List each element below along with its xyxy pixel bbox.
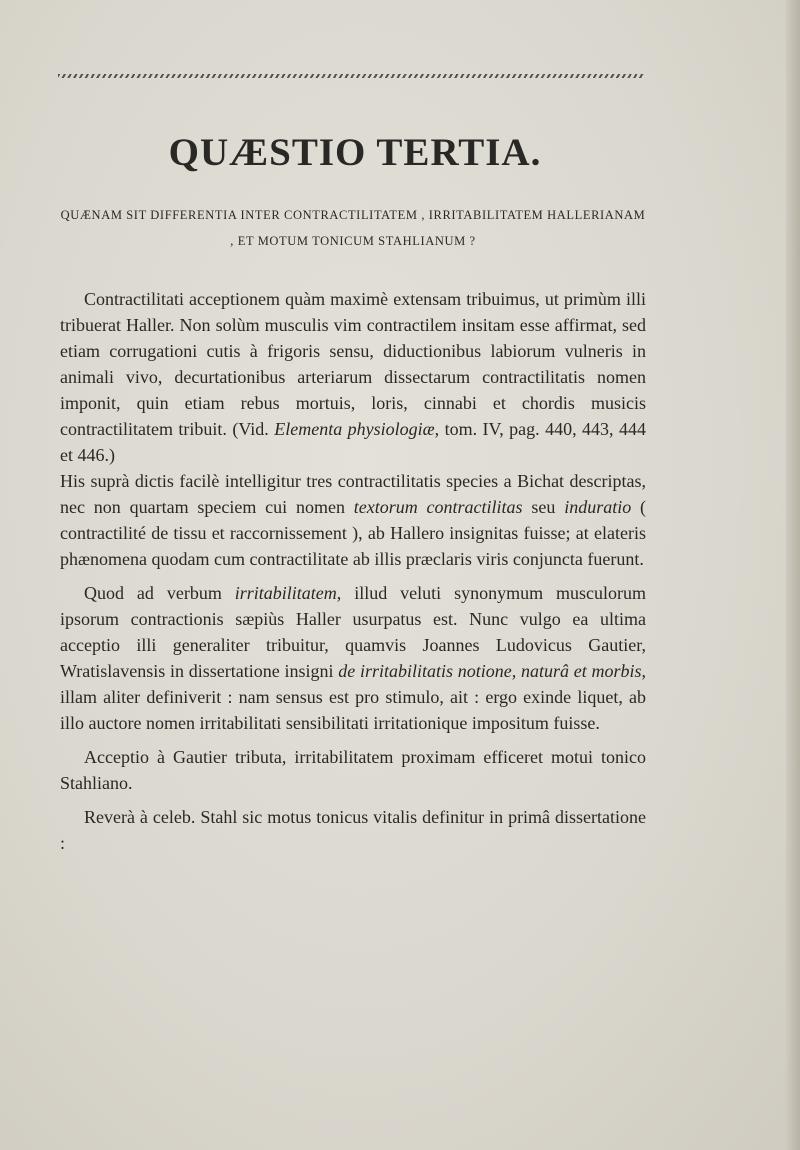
paragraph-2-text-a: His suprà dictis facilè intelligitur tres contractilitatis species a Bichat descriptas, nec non quartam speciem cui nomen: [60, 471, 646, 517]
paragraph-2-italic-1: textorum contractilitas: [353, 497, 523, 517]
page-edge-shadow: [786, 0, 800, 1150]
paragraph-2-italic-2: induratio: [564, 497, 632, 517]
paragraph-2-text-b: seu: [531, 497, 556, 517]
page-subtitle: QUÆNAM SIT DIFFERENTIA INTER CONTRACTILITATEM , IRRITABILITATEM HALLERIANAM , ET MOTUM TONICUM STAHLIANUM ?: [60, 208, 646, 248]
paragraph-2-text-c: ( contractilité de tissu et raccornissement ), ab Hallero insignitas fuisse; at elateris phænomena quodam cum contractilitate ab illis præclaris viris conjuncta fuerunt.: [60, 497, 647, 569]
paragraph-3-italic-2: de irritabilitatis notione, naturâ et morbis: [338, 661, 642, 681]
paragraph-2: [60, 468, 646, 572]
paragraph-1-italic: Elementa physiologiæ: [274, 419, 435, 439]
paragraph-1: [60, 286, 646, 468]
page-title: QUÆSTIO TERTIA.: [168, 131, 542, 174]
paragraph-3: [60, 580, 646, 736]
body-text: [60, 286, 646, 864]
paragraph-3-text-a: Quod ad verbum: [84, 583, 222, 603]
paragraph-3-text-b: , illud veluti synonymum musculorum ipsorum contractionis sæpiùs Haller usurpatus est. Nunc vulgo ea ultima acceptio illi generaliter tribuitur, quamvis Joannes Ludovicus Gautier, Wratislavensis in dissertatione insigni: [60, 583, 647, 681]
paragraph-3-italic-1: irritabilitatem: [234, 583, 337, 603]
paragraph-5: Reverà à celeb. Stahl sic motus tonicus vitalis definitur in primâ dissertatione :: [60, 807, 646, 853]
paragraph-1-text: Contractilitati acceptionem quàm maximè extensam tribuimus, ut primùm illi tribuerat Haller. Non solùm musculis vim contractilem insitam esse affirmat, sed etiam corrugationi cutis à frigoris sensu, diductionibus labiorum vulneris in animali vivo, decurtationibus arteriarum dissectarum contractilitatis nomen imponit, quin etiam rebus mortuis, loris, cinnabi et chordis musicis contractilitatem tribuit. (Vid.: [60, 289, 646, 439]
paragraph-3-text-c: , illam aliter definiverit : nam sensus est pro stimulo, ait : ergo exinde liquet, ab illo auctore nomen irritabilitati sensibilitati irritationique impositum fuisse.: [60, 661, 646, 733]
paragraph-4: Acceptio à Gautier tributa, irritabilitatem proximam efficeret motui tonico Stahliano.: [60, 747, 646, 793]
paragraph-1-end: , tom. IV, pag. 440, 443, 444 et 446.): [60, 419, 647, 465]
decorative-rule: [58, 74, 644, 78]
